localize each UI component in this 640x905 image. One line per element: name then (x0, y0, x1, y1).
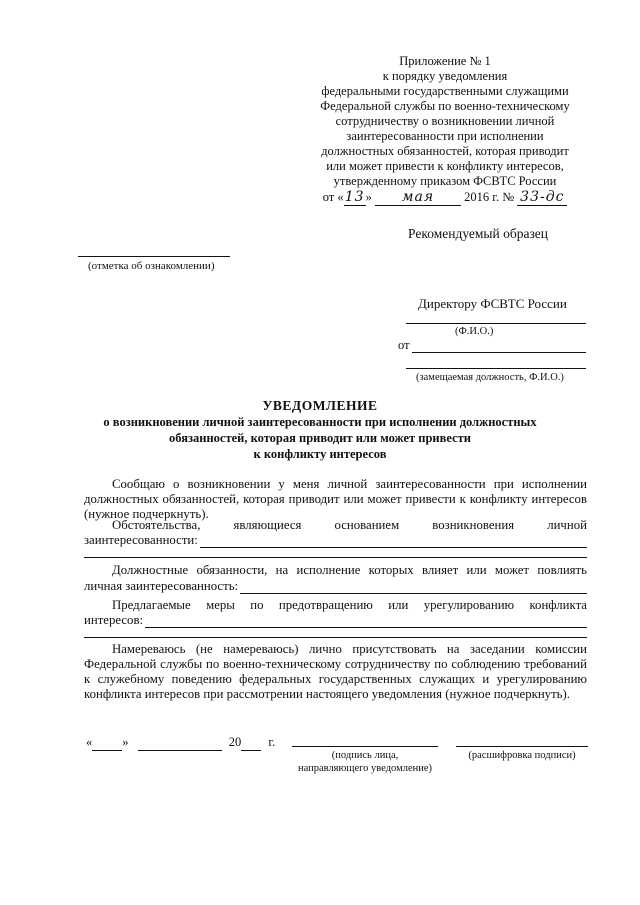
addressee-fio-line (406, 323, 586, 324)
order-year: 2016 г. № (464, 190, 515, 204)
circumstances-extra-line (84, 557, 587, 558)
measures-field (84, 613, 587, 628)
appendix-line: должностных обязанностей, которая приводит (321, 144, 569, 158)
circumstances-field (84, 533, 587, 548)
circumstances-word: Обстоятельства, (112, 518, 201, 532)
appendix-line: или может привести к конфликту интересов, (326, 159, 564, 173)
measures-label: интересов: (84, 613, 144, 627)
appendix-line: федеральными государственными служащими (321, 84, 569, 98)
duties-fill-line (240, 582, 587, 594)
appendix-line: Приложение № 1 (399, 54, 491, 68)
date-day-blank (92, 735, 122, 751)
date-close-quote: » (122, 735, 129, 749)
measures-fill-line (145, 616, 587, 628)
circumstances-word: возникновения (432, 518, 515, 532)
appendix-line: к порядку уведомления (382, 69, 508, 83)
paragraph-measures: Предлагаемые меры по предотвращению или урегулированию конфликта (112, 598, 587, 612)
signer-signature-line (292, 746, 438, 747)
date-year-blank (241, 735, 261, 751)
addressee-from-line (412, 352, 586, 353)
paragraph-circumstances (112, 518, 587, 533)
decode-line (456, 746, 588, 747)
signer-caption-line-1: (подпись лица, (331, 750, 399, 761)
order-date-close: » (365, 190, 372, 204)
signer-caption (280, 749, 450, 775)
appendix-line: сотрудничеству о возникновении личной (335, 114, 555, 128)
acknowledgement-line (78, 256, 230, 257)
recommended-sample-label: Рекомендуемый образец (408, 226, 549, 241)
appendix-line: Федеральной службы по военно-техническому (320, 99, 570, 113)
addressee-fio-caption: (Ф.И.О.) (455, 326, 494, 337)
paragraph-attendance: Намереваюсь (не намереваюсь) лично присутствовать на заседании комиссии Федеральной службы по военно-техническому сотрудничеству по соблюдению требований к служебному поведению федеральных государственных служащих и урегулированию конфликта интересов при рассмотрении настоящего уведомления (нужное подчеркнуть). (84, 642, 587, 701)
order-day: 13 (344, 189, 365, 205)
signature-date (86, 735, 275, 751)
subtitle-line: обязанностей, которая приводит или может привести (169, 431, 471, 445)
circumstances-label: заинтересованности: (84, 533, 198, 547)
circumstances-word: личной (547, 518, 587, 532)
addressee-position-caption: (замещаемая должность, Ф.И.О.) (416, 372, 564, 383)
circumstances-word: основанием (334, 518, 400, 532)
subtitle-line: к конфликту интересов (253, 447, 387, 461)
date-year-suffix: г. (268, 735, 276, 749)
appendix-line: утвержденному приказом ФСВТС России (333, 174, 557, 188)
duties-field (84, 579, 587, 594)
date-year-prefix: 20 (228, 735, 242, 749)
order-month: мая (375, 190, 461, 206)
order-number: 33-дс (517, 190, 567, 206)
date-open-quote: « (86, 735, 93, 749)
date-month-blank (138, 735, 222, 751)
signer-caption-line-2: направляющего уведомление) (297, 763, 433, 774)
paragraph-duties: Должностные обязанности, на исполнение которых влияет или может повлиять (112, 563, 587, 577)
measures-extra-line (84, 637, 587, 638)
addressee-from-label: от (398, 338, 410, 352)
appendix-line: заинтересованности при исполнении (346, 129, 544, 143)
acknowledgement-caption: (отметка об ознакомлении) (88, 260, 215, 272)
appendix-header (300, 54, 590, 206)
subtitle-line: о возникновении личной заинтересованности при исполнении должностных (103, 415, 537, 429)
order-date-line (300, 190, 590, 206)
paragraph-intro: Сообщаю о возникновении у меня личной заинтересованности при исполнении должностных обязанностей, которая приводит или может привести к конфликту интересов (нужное подчеркнуть). (84, 477, 587, 521)
circumstances-word: являющиеся (233, 518, 302, 532)
addressee-to: Директору ФСВТС России (418, 296, 567, 311)
document-subtitle (90, 414, 550, 462)
duties-label: личная заинтересованность: (84, 579, 239, 593)
addressee-position-line (406, 368, 586, 369)
order-date-prefix: от « (322, 190, 344, 204)
circumstances-fill-line (200, 536, 587, 548)
decode-caption: (расшифровка подписи) (468, 750, 576, 761)
document-title: УВЕДОМЛЕНИЕ (262, 398, 378, 413)
